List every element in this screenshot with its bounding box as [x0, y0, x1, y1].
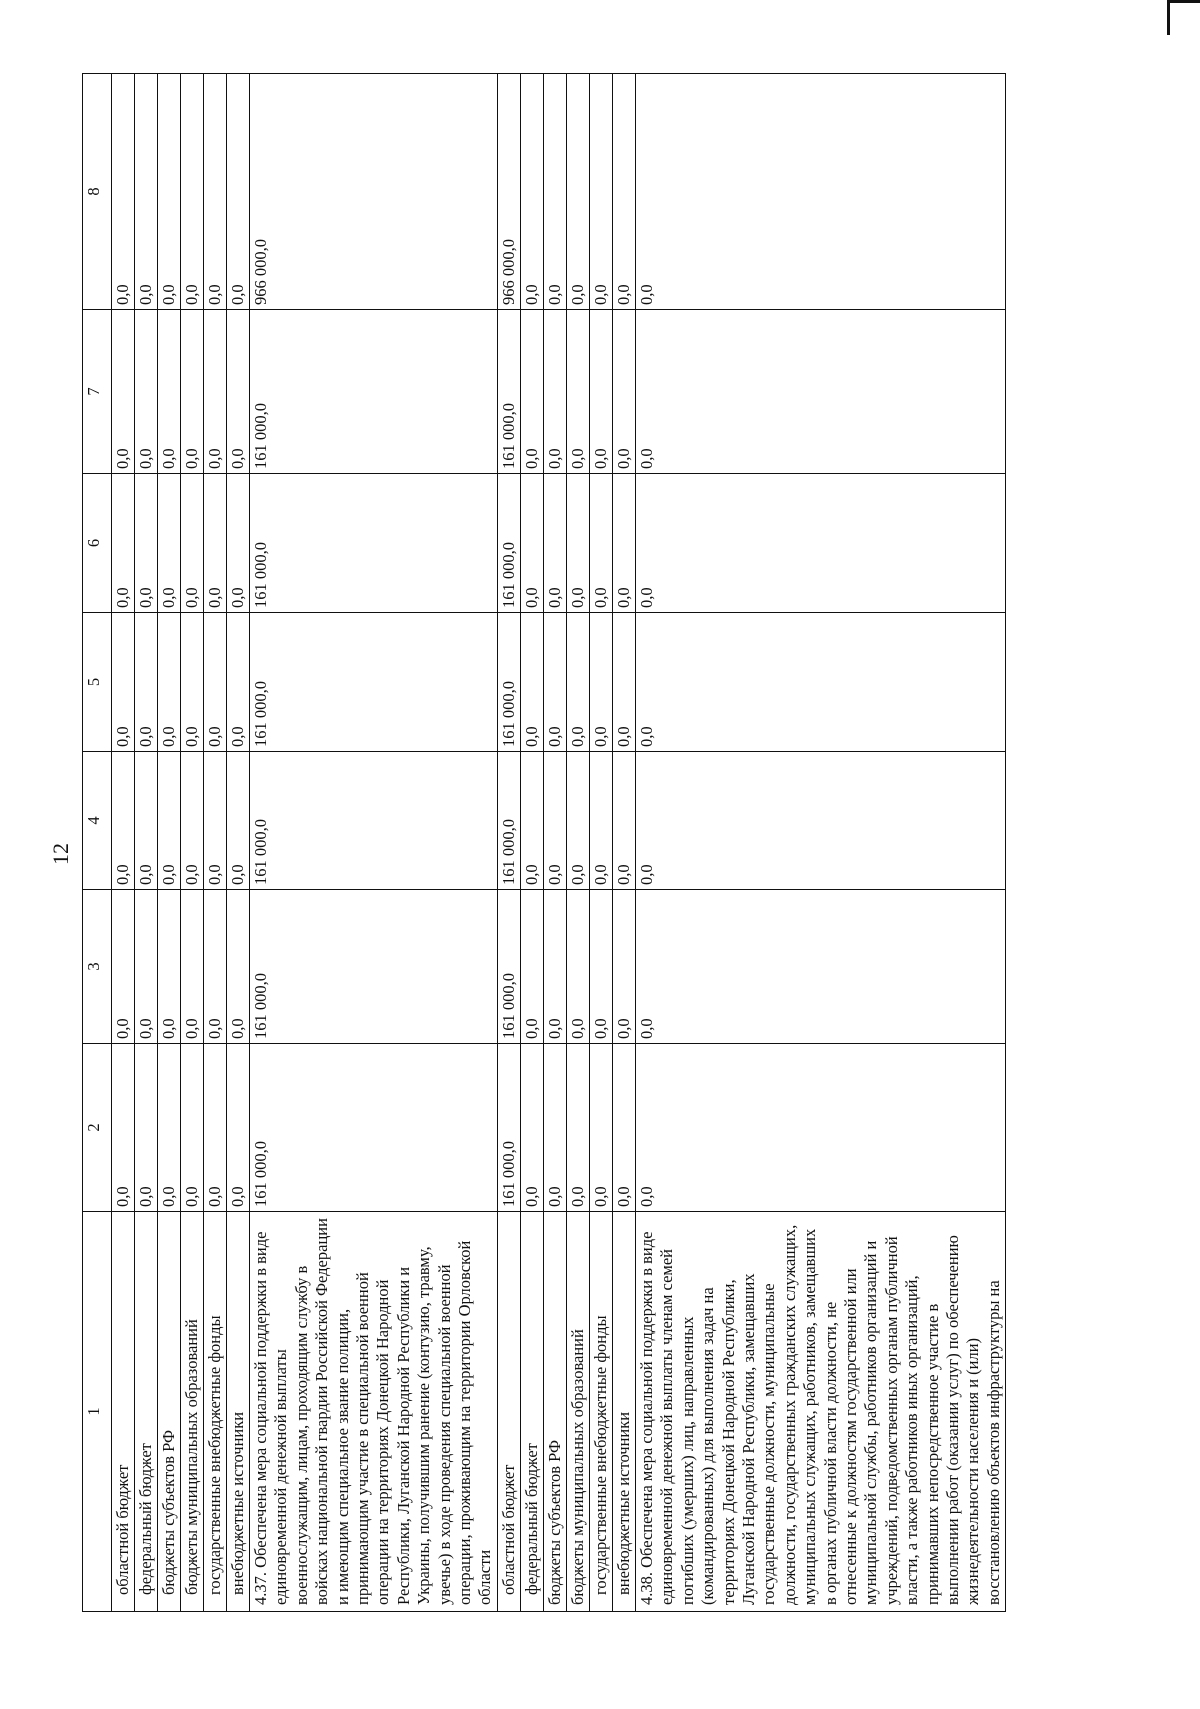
table-row-measure — [635, 74, 1005, 1612]
value-cell: 0,0 — [589, 474, 612, 613]
value-cell: 0,0 — [204, 752, 227, 890]
value-cell: 0,0 — [566, 613, 589, 752]
table-row-source — [520, 74, 543, 1612]
value-cell: 0,0 — [135, 310, 158, 474]
value-cell: 0,0 — [566, 474, 589, 613]
value-cell: 0,0 — [158, 752, 181, 890]
value-cell: 0,0 — [227, 1044, 250, 1212]
value-cell: 0,0 — [158, 890, 181, 1044]
value-cell: 0,0 — [135, 613, 158, 752]
header-cell: 3 — [83, 890, 112, 1044]
value-cell: 0,0 — [612, 474, 635, 613]
value-cell: 0,0 — [204, 890, 227, 1044]
table-row-source — [135, 74, 158, 1612]
value-cell: 0,0 — [158, 310, 181, 474]
budget-table — [82, 73, 1006, 1612]
value-cell: 0,0 — [158, 1044, 181, 1212]
value-cell: 161 000,0 — [250, 1044, 498, 1212]
value-cell: 0,0 — [204, 310, 227, 474]
value-cell: 0,0 — [227, 74, 250, 310]
value-cell: 0,0 — [543, 310, 566, 474]
value-cell: 0,0 — [543, 1044, 566, 1212]
value-cell: 0,0 — [158, 613, 181, 752]
page-number: 12 — [48, 843, 73, 865]
value-cell: 0,0 — [520, 310, 543, 474]
value-cell: 0,0 — [181, 1044, 204, 1212]
row-label: 4.37. Обеспечена мера социальной поддержки в виде единовременной денежной выплаты военнослужащим, лицам, проходящим службу в войсках национальной гвардии Российской Федерации и имеющим специальное звание полиции, принимающим участие в специальной военной операции на территориях Донецкой Народной Республики, Луганской Народной Республики и Украины, получившим ранение (контузию, травму, увечье) в ходе проведения специальной военной операции, проживающим на территории Орловской области — [250, 1212, 498, 1612]
value-cell: 0,0 — [589, 890, 612, 1044]
edge-mark — [1167, 0, 1200, 3]
value-cell: 0,0 — [204, 474, 227, 613]
row-label: государственные внебюджетные фонды — [589, 1212, 612, 1612]
value-cell: 0,0 — [566, 74, 589, 310]
value-cell: 0,0 — [181, 74, 204, 310]
value-cell: 0,0 — [227, 752, 250, 890]
value-cell: 0,0 — [612, 890, 635, 1044]
table-row-source — [112, 74, 135, 1612]
value-cell: 0,0 — [135, 474, 158, 613]
value-cell: 0,0 — [543, 474, 566, 613]
value-cell: 161 000,0 — [250, 752, 498, 890]
value-cell: 0,0 — [112, 74, 135, 310]
header-cell: 5 — [83, 613, 112, 752]
value-cell: 161 000,0 — [250, 613, 498, 752]
table-row-source — [497, 74, 520, 1612]
value-cell: 0,0 — [589, 74, 612, 310]
table-row-source — [543, 74, 566, 1612]
row-label: областной бюджет — [112, 1212, 135, 1612]
value-cell: 0,0 — [181, 474, 204, 613]
value-cell: 0,0 — [181, 310, 204, 474]
table-row-source — [566, 74, 589, 1612]
table-row-source — [204, 74, 227, 1612]
value-cell: 0,0 — [112, 613, 135, 752]
value-cell: 0,0 — [227, 474, 250, 613]
value-cell: 161 000,0 — [497, 752, 520, 890]
value-cell: 0,0 — [112, 474, 135, 613]
value-cell: 0,0 — [543, 74, 566, 310]
value-cell: 0,0 — [612, 1044, 635, 1212]
value-cell: 0,0 — [635, 74, 1005, 310]
table-row-measure — [250, 74, 498, 1612]
value-cell: 161 000,0 — [250, 474, 498, 613]
value-cell: 966 000,0 — [497, 74, 520, 310]
value-cell: 0,0 — [543, 613, 566, 752]
value-cell: 0,0 — [135, 74, 158, 310]
value-cell: 0,0 — [227, 613, 250, 752]
header-cell: 2 — [83, 1044, 112, 1212]
value-cell: 0,0 — [520, 74, 543, 310]
value-cell: 0,0 — [204, 74, 227, 310]
value-cell: 0,0 — [589, 613, 612, 752]
table-header-row — [83, 74, 112, 1612]
value-cell: 161 000,0 — [250, 890, 498, 1044]
row-label: 4.38. Обеспечена мера социальной поддержки в виде единовременной денежной выплаты членам семей погибших (умерших) лиц, направленных (командированных) для выполнения задач на территориях Донецкой Народной Республики, Луганской Народной Республики, замещавших государственные должности, муниципальные должности, государственных гражданских служащих, муниципальных служащих, работников, замещавших в органах публичной власти должности, не отнесенные к должностям государственной или муниципальной службы, работников организаций и учреждений, подведомственных органам публичной власти, а также работников иных организаций, принимавших непосредственное участие в выполнении работ (оказании услуг) по обеспечению жизнедеятельности населения и (или) восстановлению объектов инфраструктуры на — [635, 1212, 1005, 1612]
row-label: федеральный бюджет — [135, 1212, 158, 1612]
value-cell: 161 000,0 — [497, 613, 520, 752]
value-cell: 0,0 — [181, 613, 204, 752]
value-cell: 161 000,0 — [497, 474, 520, 613]
value-cell: 0,0 — [566, 310, 589, 474]
row-label: областной бюджет — [497, 1212, 520, 1612]
header-cell: 7 — [83, 310, 112, 474]
row-label: внебюджетные источники — [227, 1212, 250, 1612]
value-cell: 0,0 — [589, 310, 612, 474]
value-cell: 0,0 — [181, 752, 204, 890]
value-cell: 0,0 — [520, 752, 543, 890]
value-cell: 0,0 — [635, 310, 1005, 474]
value-cell: 0,0 — [520, 613, 543, 752]
header-cell: 4 — [83, 752, 112, 890]
value-cell: 0,0 — [635, 613, 1005, 752]
value-cell: 0,0 — [227, 890, 250, 1044]
row-label: внебюджетные источники — [612, 1212, 635, 1612]
header-cell: 1 — [83, 1212, 112, 1612]
row-label: федеральный бюджет — [520, 1212, 543, 1612]
edge-mark — [1167, 2, 1170, 35]
value-cell: 161 000,0 — [497, 890, 520, 1044]
value-cell: 161 000,0 — [497, 1044, 520, 1212]
value-cell: 0,0 — [135, 1044, 158, 1212]
value-cell: 0,0 — [589, 752, 612, 890]
value-cell: 0,0 — [158, 74, 181, 310]
value-cell: 0,0 — [112, 310, 135, 474]
table-row-source — [589, 74, 612, 1612]
value-cell: 0,0 — [543, 752, 566, 890]
value-cell: 0,0 — [612, 74, 635, 310]
value-cell: 966 000,0 — [250, 74, 498, 310]
value-cell: 0,0 — [635, 474, 1005, 613]
value-cell: 0,0 — [612, 613, 635, 752]
value-cell: 0,0 — [204, 1044, 227, 1212]
value-cell: 0,0 — [158, 474, 181, 613]
row-label: бюджеты муниципальных образований — [181, 1212, 204, 1612]
table-row-source — [612, 74, 635, 1612]
row-label: бюджеты субъектов РФ — [543, 1212, 566, 1612]
value-cell: 0,0 — [520, 890, 543, 1044]
header-cell: 8 — [83, 74, 112, 310]
value-cell: 0,0 — [566, 890, 589, 1044]
value-cell: 161 000,0 — [250, 310, 498, 474]
header-cell: 6 — [83, 474, 112, 613]
value-cell: 0,0 — [112, 752, 135, 890]
value-cell: 0,0 — [135, 890, 158, 1044]
value-cell: 0,0 — [566, 752, 589, 890]
value-cell: 0,0 — [227, 310, 250, 474]
value-cell: 0,0 — [204, 613, 227, 752]
table-row-source — [158, 74, 181, 1612]
row-label: бюджеты муниципальных образований — [566, 1212, 589, 1612]
value-cell: 0,0 — [635, 890, 1005, 1044]
value-cell: 0,0 — [635, 1044, 1005, 1212]
value-cell: 0,0 — [181, 890, 204, 1044]
table-row-source — [181, 74, 204, 1612]
value-cell: 0,0 — [520, 1044, 543, 1212]
value-cell: 0,0 — [566, 1044, 589, 1212]
value-cell: 0,0 — [112, 1044, 135, 1212]
value-cell: 0,0 — [612, 310, 635, 474]
row-label: бюджеты субъектов РФ — [158, 1212, 181, 1612]
value-cell: 0,0 — [543, 890, 566, 1044]
value-cell: 0,0 — [635, 752, 1005, 890]
value-cell: 0,0 — [112, 890, 135, 1044]
value-cell: 0,0 — [589, 1044, 612, 1212]
row-label: государственные внебюджетные фонды — [204, 1212, 227, 1612]
value-cell: 0,0 — [520, 474, 543, 613]
table-row-source — [227, 74, 250, 1612]
value-cell: 0,0 — [135, 752, 158, 890]
value-cell: 161 000,0 — [497, 310, 520, 474]
value-cell: 0,0 — [612, 752, 635, 890]
